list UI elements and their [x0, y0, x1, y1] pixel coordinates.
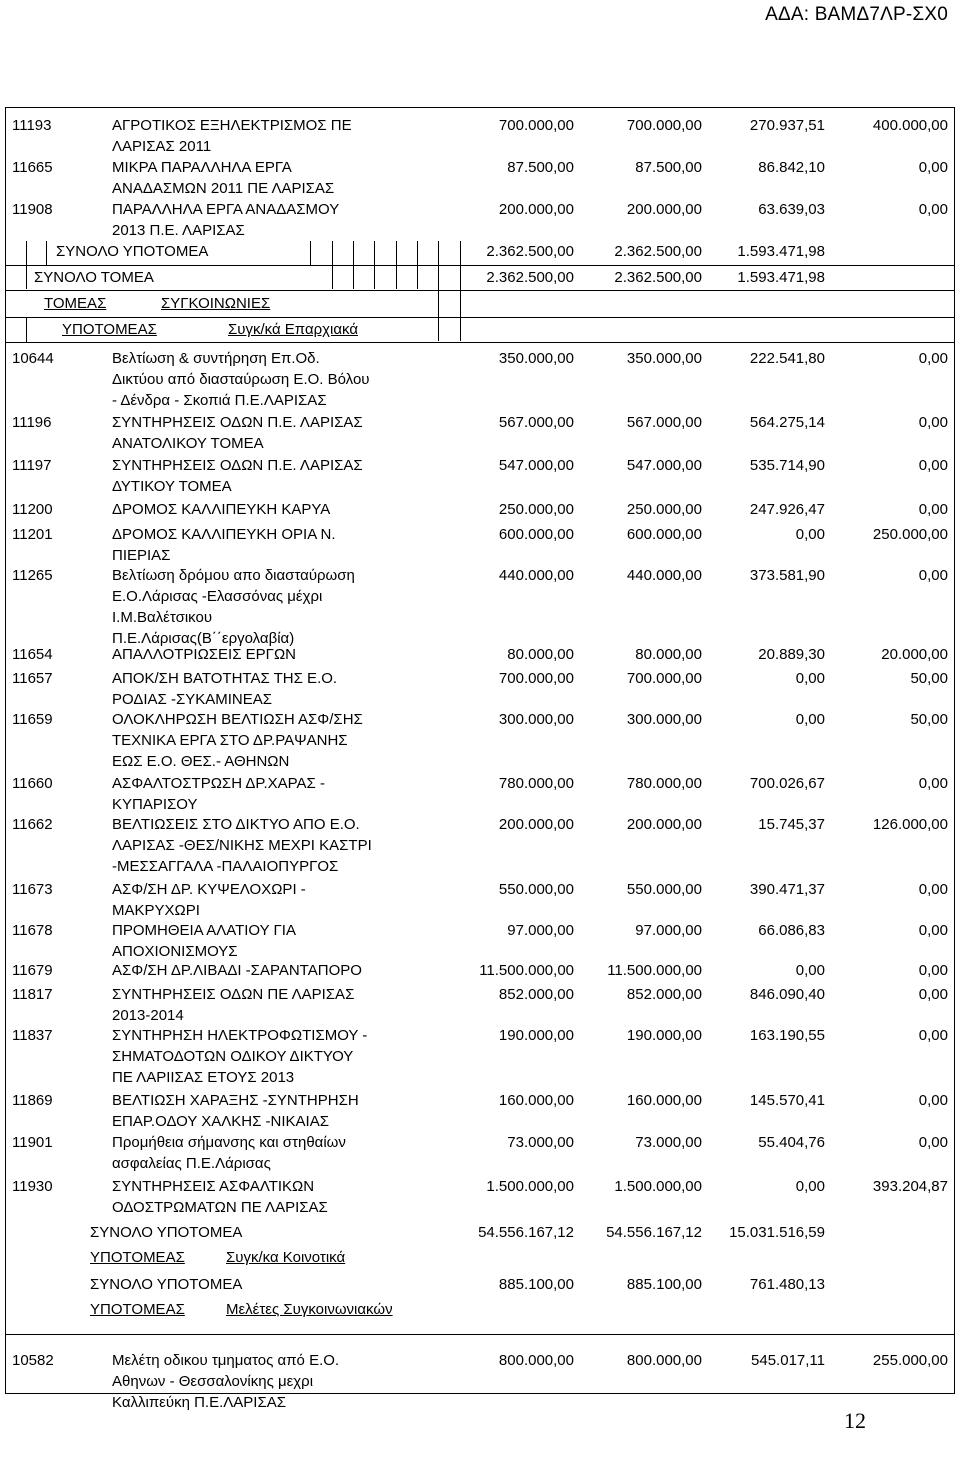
row-description-line: ΟΛΟΚΛΗΡΩΣΗ ΒΕΛΤΙΩΣΗ ΑΣΦ/ΣΗΣ — [112, 711, 363, 728]
hline — [5, 290, 955, 291]
row-description-line: ΒΕΛΤΙΩΣΕΙΣ ΣΤΟ ΔΙΚΤΥΟ ΑΠΟ Ε.Ο. — [112, 816, 360, 833]
revised-value: 300.000,00 — [626, 711, 702, 728]
row-code: 11201 — [12, 526, 53, 543]
ada-header: ΑΔΑ: ΒΑΜΔ7ΛΡ-ΣΧ0 — [765, 4, 948, 25]
commitment-value: 535.714,90 — [749, 457, 825, 474]
row-description-line: ΑΠΑΛΛΟΤΡΙΩΣΕΙΣ ΕΡΓΩΝ — [112, 646, 296, 663]
remaining-value: 50,00 — [910, 670, 948, 687]
budget-value: 190.000,00 — [498, 1027, 574, 1044]
row-code: 11869 — [12, 1092, 53, 1109]
row-code: 11197 — [12, 457, 52, 474]
remaining-value: 0,00 — [918, 501, 948, 518]
commitment-value: 700.026,67 — [749, 775, 825, 792]
revised-value: 11.500.000,00 — [607, 962, 702, 979]
revised-value: 567.000,00 — [626, 414, 702, 431]
revised-value: 97.000,00 — [635, 922, 702, 939]
budget-value: 200.000,00 — [498, 816, 574, 833]
row-description-line: ΚΥΠΑΡΙΣΟΥ — [112, 796, 198, 813]
row-description-line: ΔΡΟΜΟΣ ΚΑΛΛΙΠΕΥΚΗ ΚΑΡΥΑ — [112, 501, 331, 518]
budget-value: 567.000,00 — [498, 414, 574, 431]
row-code: 11660 — [12, 775, 53, 792]
row-description-line: ΜΙΚΡΑ ΠΑΡΑΛΛΗΛΑ ΕΡΓΑ — [112, 159, 292, 176]
commitment-value: 222.541,80 — [749, 350, 825, 367]
row-description-line: ΑΝΑΤΟΛΙΚΟΥ ΤΟΜΕΑ — [112, 435, 264, 452]
commitment-value: 564.275,14 — [749, 414, 825, 431]
total-revised-value: 2.362.500,00 — [614, 269, 702, 286]
row-description-line: ΑΝΑΔΑΣΜΩΝ 2011 ΠΕ ΛΑΡΙΣΑΣ — [112, 180, 335, 197]
row-description-line: Αθηνων - Θεσσαλονίκης μεχρι — [112, 1373, 314, 1390]
budget-value: 300.000,00 — [498, 711, 574, 728]
commitment-value: 0,00 — [795, 526, 825, 543]
vline — [438, 241, 439, 341]
revised-value: 250.000,00 — [626, 501, 702, 518]
revised-value: 440.000,00 — [626, 567, 702, 584]
total-label: ΣΥΝΟΛΟ ΥΠΟΤΟΜΕΑ — [90, 1224, 243, 1241]
revised-value: 547.000,00 — [626, 457, 702, 474]
vline — [310, 241, 311, 265]
row-description-line: ΑΠΟΚ/ΣΗ ΒΑΤΟΤΗΤΑΣ ΤΗΣ Ε.Ο. — [112, 670, 338, 687]
revised-value: 700.000,00 — [626, 670, 702, 687]
row-description-line: ΛΑΡΙΣΑΣ -ΘΕΣ/ΝΙΚΗΣ ΜΕΧΡΙ ΚΑΣΤΡΙ — [112, 837, 372, 854]
row-description-line: Ε.Ο.Λάρισας -Ελασσόνας μέχρι — [112, 588, 323, 605]
row-code: 11901 — [12, 1134, 53, 1151]
total-budget-value: 2.362.500,00 — [486, 269, 574, 286]
commitment-value: 390.471,37 — [749, 881, 825, 898]
hline — [5, 1334, 955, 1335]
revised-value: 550.000,00 — [626, 881, 702, 898]
remaining-value: 0,00 — [918, 457, 948, 474]
row-description-line: Βελτίωση δρόμου απο διασταύρωση — [112, 567, 355, 584]
revised-value: 780.000,00 — [626, 775, 702, 792]
row-description-line: ΣΥΝΤΗΡΗΣΗ ΗΛΕΚΤΡΟΦΩΤΙΣΜΟΥ - — [112, 1027, 368, 1044]
row-code: 11265 — [12, 567, 53, 584]
remaining-value: 393.204,87 — [872, 1178, 948, 1195]
remaining-value: 255.000,00 — [872, 1352, 948, 1369]
row-description-line: -ΜΕΣΣΑΓΓΑΛΑ -ΠΑΛΑΙΟΠΥΡΓΟΣ — [112, 858, 339, 875]
row-description-line: ΔΡΟΜΟΣ ΚΑΛΛΙΠΕΥΚΗ ΟΡΙΑ Ν. — [112, 526, 336, 543]
budget-value: 550.000,00 — [498, 881, 574, 898]
row-description-line: ΑΣΦΑΛΤΟΣΤΡΩΣΗ ΔΡ.ΧΑΡΑΣ - — [112, 775, 325, 792]
budget-value: 1.500.000,00 — [486, 1178, 574, 1195]
row-code: 11665 — [12, 159, 53, 176]
vline — [46, 241, 47, 265]
remaining-value: 0,00 — [918, 201, 948, 218]
total-revised-value: 2.362.500,00 — [614, 243, 702, 260]
row-code: 11908 — [12, 201, 53, 218]
section-name: ΣΥΓΚΟΙΝΩΝΙΕΣ — [161, 295, 271, 312]
section-type: ΥΠΟΤΟΜΕΑΣ — [90, 1301, 185, 1318]
remaining-value: 0,00 — [918, 881, 948, 898]
budget-value: 350.000,00 — [498, 350, 574, 367]
revised-value: 87.500,00 — [635, 159, 702, 176]
row-description-line: ΑΓΡΟΤΙΚΟΣ ΕΞΗΛΕΚΤΡΙΣΜΟΣ ΠΕ — [112, 117, 352, 134]
row-description-line: ΣΥΝΤΗΡΗΣΕΙΣ ΑΣΦΑΛΤΙΚΩΝ — [112, 1178, 315, 1195]
row-description-line: Ι.Μ.Βαλέτσικου — [112, 609, 213, 626]
row-description-line: ΣΥΝΤΗΡΗΣΕΙΣ ΟΔΩΝ Π.Ε. ΛΑΡΙΣΑΣ — [112, 414, 363, 431]
row-description-line: Καλλιπεύκη Π.Ε.ΛΑΡΙΣΑΣ — [112, 1394, 286, 1411]
row-code: 11930 — [12, 1178, 53, 1195]
budget-value: 80.000,00 — [507, 646, 574, 663]
row-description-line: Δικτύου από διασταύρωση Ε.Ο. Βόλου — [112, 371, 370, 388]
commitment-value: 0,00 — [795, 670, 825, 687]
commitment-value: 270.937,51 — [749, 117, 825, 134]
commitment-value: 20.889,30 — [758, 646, 825, 663]
budget-value: 11.500.000,00 — [479, 962, 574, 979]
row-description-line: ΣΗΜΑΤΟΔΟΤΩΝ ΟΔΙΚΟΥ ΔΙΚΤΥΟΥ — [112, 1048, 354, 1065]
row-description-line: ΔΥΤΙΚΟΥ ΤΟΜΕΑ — [112, 478, 232, 495]
budget-value: 87.500,00 — [507, 159, 574, 176]
row-description-line: ΤΕΧΝΙΚΑ ΕΡΓΑ ΣΤΟ ΔΡ.ΡΑΨΑΝΗΣ — [112, 732, 348, 749]
commitment-value: 55.404,76 — [758, 1134, 825, 1151]
revised-value: 600.000,00 — [626, 526, 702, 543]
remaining-value: 250.000,00 — [872, 526, 948, 543]
commitment-value: 63.639,03 — [758, 201, 825, 218]
row-description-line: ΡΟΔΙΑΣ -ΣΥΚΑΜΙΝΕΑΣ — [112, 691, 273, 708]
row-code: 11837 — [12, 1027, 53, 1044]
revised-value: 700.000,00 — [626, 117, 702, 134]
total-budget-value: 2.362.500,00 — [486, 243, 574, 260]
row-code: 10644 — [12, 350, 54, 367]
budget-value: 600.000,00 — [498, 526, 574, 543]
revised-value: 80.000,00 — [635, 646, 702, 663]
remaining-value: 50,00 — [910, 711, 948, 728]
revised-value: 73.000,00 — [635, 1134, 702, 1151]
budget-value: 547.000,00 — [498, 457, 574, 474]
row-code: 10582 — [12, 1352, 54, 1369]
commitment-value: 846.090,40 — [749, 986, 825, 1003]
row-description-line: ΕΠΑΡ.ΟΔΟΥ ΧΑΛΚΗΣ -ΝΙΚΑΙΑΣ — [112, 1113, 329, 1130]
hline — [5, 317, 955, 318]
row-code: 11654 — [12, 646, 53, 663]
vline — [26, 318, 27, 342]
row-description-line: ΑΣΦ/ΣΗ ΔΡ. ΚΥΨΕΛΟΧΩΡΙ - — [112, 881, 306, 898]
row-code: 11657 — [12, 670, 53, 687]
remaining-value: 0,00 — [918, 962, 948, 979]
budget-value: 250.000,00 — [498, 501, 574, 518]
row-code: 11196 — [12, 414, 52, 431]
total-commitment-value: 15.031.516,59 — [729, 1224, 825, 1241]
total-label: ΣΥΝΟΛΟ ΥΠΟΤΟΜΕΑ — [56, 243, 209, 260]
hline — [5, 265, 955, 266]
remaining-value: 0,00 — [918, 1134, 948, 1151]
row-description-line: ΟΔΟΣΤΡΩΜΑΤΩΝ ΠΕ ΛΑΡΙΣΑΣ — [112, 1199, 328, 1216]
commitment-value: 373.581,90 — [749, 567, 825, 584]
row-description-line: ΠΙΕΡΙΑΣ — [112, 547, 171, 564]
row-description-line: ΕΩΣ Ε.Ο. ΘΕΣ.- ΑΘΗΝΩΝ — [112, 753, 290, 770]
remaining-value: 0,00 — [918, 775, 948, 792]
budget-value: 160.000,00 — [498, 1092, 574, 1109]
remaining-value: 0,00 — [918, 350, 948, 367]
commitment-value: 0,00 — [795, 1178, 825, 1195]
row-description-line: ΠΡΟΜΗΘΕΙΑ ΑΛΑΤΙΟΥ ΓΙΑ — [112, 922, 296, 939]
commitment-value: 145.570,41 — [749, 1092, 825, 1109]
row-description-line: - Δένδρα - Σκοπιά Π.Ε.ΛΑΡΙΣΑΣ — [112, 392, 327, 409]
row-code: 11662 — [12, 816, 53, 833]
remaining-value: 400.000,00 — [872, 117, 948, 134]
section-name: Συγκ/κα Κοινοτικά — [226, 1249, 346, 1266]
total-commitment-value: 1.593.471,98 — [737, 243, 825, 260]
row-description-line: Προμήθεια σήμανσης και στηθαίων — [112, 1134, 346, 1151]
commitment-value: 163.190,55 — [749, 1027, 825, 1044]
row-description-line: ΠΕ ΛΑΡΙΙΣΑΣ ΕΤΟΥΣ 2013 — [112, 1069, 295, 1086]
remaining-value: 0,00 — [918, 414, 948, 431]
row-code: 11659 — [12, 711, 53, 728]
budget-value: 852.000,00 — [498, 986, 574, 1003]
commitment-value: 15.745,37 — [758, 816, 825, 833]
row-description-line: ΑΣΦ/ΣΗ ΔΡ.ΛΙΒΑΔΙ -ΣΑΡΑΝΤΑΠΟΡΟ — [112, 962, 362, 979]
row-description-line: ΑΠΟΧΙΟΝΙΣΜΟΥΣ — [112, 943, 238, 960]
remaining-value: 0,00 — [918, 986, 948, 1003]
remaining-value: 0,00 — [918, 159, 948, 176]
budget-value: 700.000,00 — [498, 117, 574, 134]
row-description-line: ΜΑΚΡΥΧΩΡΙ — [112, 902, 200, 919]
remaining-value: 0,00 — [918, 1092, 948, 1109]
row-description-line: ασφαλείας Π.Ε.Λάρισας — [112, 1155, 271, 1172]
row-code: 11200 — [12, 501, 53, 518]
commitment-value: 0,00 — [795, 962, 825, 979]
row-description-line: ΒΕΛΤΙΩΣΗ ΧΑΡΑΞΗΣ -ΣΥΝΤΗΡΗΣΗ — [112, 1092, 359, 1109]
vline — [460, 241, 461, 341]
budget-value: 97.000,00 — [507, 922, 574, 939]
remaining-value: 0,00 — [918, 567, 948, 584]
revised-value: 350.000,00 — [626, 350, 702, 367]
revised-value: 1.500.000,00 — [614, 1178, 702, 1195]
section-type: ΥΠΟΤΟΜΕΑΣ — [62, 321, 157, 338]
budget-value: 440.000,00 — [498, 567, 574, 584]
section-name: Μελέτες Συγκοινωνιακών — [226, 1301, 393, 1318]
total-commitment-value: 761.480,13 — [749, 1276, 825, 1293]
total-budget-value: 885.100,00 — [498, 1276, 574, 1293]
row-description-line: ΣΥΝΤΗΡΗΣΕΙΣ ΟΔΩΝ ΠΕ ΛΑΡΙΣΑΣ — [112, 986, 355, 1003]
section-type: ΥΠΟΤΟΜΕΑΣ — [90, 1249, 185, 1266]
row-description-line: Π.Ε.Λάρισας(Β΄΄εργολαβία) — [112, 630, 295, 647]
row-description-line: ΛΑΡΙΣΑΣ 2011 — [112, 138, 212, 155]
revised-value: 200.000,00 — [626, 201, 702, 218]
row-code: 11673 — [12, 881, 53, 898]
revised-value: 200.000,00 — [626, 816, 702, 833]
commitment-value: 0,00 — [795, 711, 825, 728]
total-budget-value: 54.556.167,12 — [478, 1224, 574, 1241]
row-description-line: 2013-2014 — [112, 1007, 184, 1024]
revised-value: 800.000,00 — [626, 1352, 702, 1369]
row-description-line: Βελτίωση & συντήρηση Επ.Οδ. — [112, 350, 320, 367]
remaining-value: 0,00 — [918, 922, 948, 939]
budget-value: 73.000,00 — [507, 1134, 574, 1151]
page-number: 12 — [844, 1408, 866, 1433]
commitment-value: 66.086,83 — [758, 922, 825, 939]
remaining-value: 0,00 — [918, 1027, 948, 1044]
row-description-line: 2013 Π.Ε. ΛΑΡΙΣΑΣ — [112, 222, 245, 239]
row-description-line: ΠΑΡΑΛΛΗΛΑ ΕΡΓΑ ΑΝΑΔΑΣΜΟΥ — [112, 201, 340, 218]
commitment-value: 545.017,11 — [751, 1352, 825, 1369]
total-revised-value: 885.100,00 — [626, 1276, 702, 1293]
row-description-line: ΣΥΝΤΗΡΗΣΕΙΣ ΟΔΩΝ Π.Ε. ΛΑΡΙΣΑΣ — [112, 457, 363, 474]
row-description-line: Μελέτη οδικου τμηματος από Ε.Ο. — [112, 1352, 340, 1369]
total-revised-value: 54.556.167,12 — [606, 1224, 702, 1241]
budget-value: 700.000,00 — [498, 670, 574, 687]
budget-value: 800.000,00 — [498, 1352, 574, 1369]
commitment-value: 247.926,47 — [749, 501, 825, 518]
remaining-value: 20.000,00 — [881, 646, 948, 663]
remaining-value: 126.000,00 — [872, 816, 948, 833]
revised-value: 190.000,00 — [626, 1027, 702, 1044]
section-type: ΤΟΜΕΑΣ — [44, 295, 107, 312]
section-name: Συγκ/κά Επαρχιακά — [228, 321, 359, 338]
total-commitment-value: 1.593.471,98 — [737, 269, 825, 286]
budget-value: 200.000,00 — [498, 201, 574, 218]
row-code: 11678 — [12, 922, 53, 939]
revised-value: 852.000,00 — [626, 986, 702, 1003]
budget-value: 780.000,00 — [498, 775, 574, 792]
hline — [5, 342, 955, 343]
row-code: 11679 — [12, 962, 53, 979]
revised-value: 160.000,00 — [626, 1092, 702, 1109]
commitment-value: 86.842,10 — [758, 159, 825, 176]
total-label: ΣΥΝΟΛΟ ΤΟΜΕΑ — [34, 269, 154, 286]
row-code: 11817 — [12, 986, 53, 1003]
row-code: 11193 — [12, 117, 52, 134]
total-label: ΣΥΝΟΛΟ ΥΠΟΤΟΜΕΑ — [90, 1276, 243, 1293]
